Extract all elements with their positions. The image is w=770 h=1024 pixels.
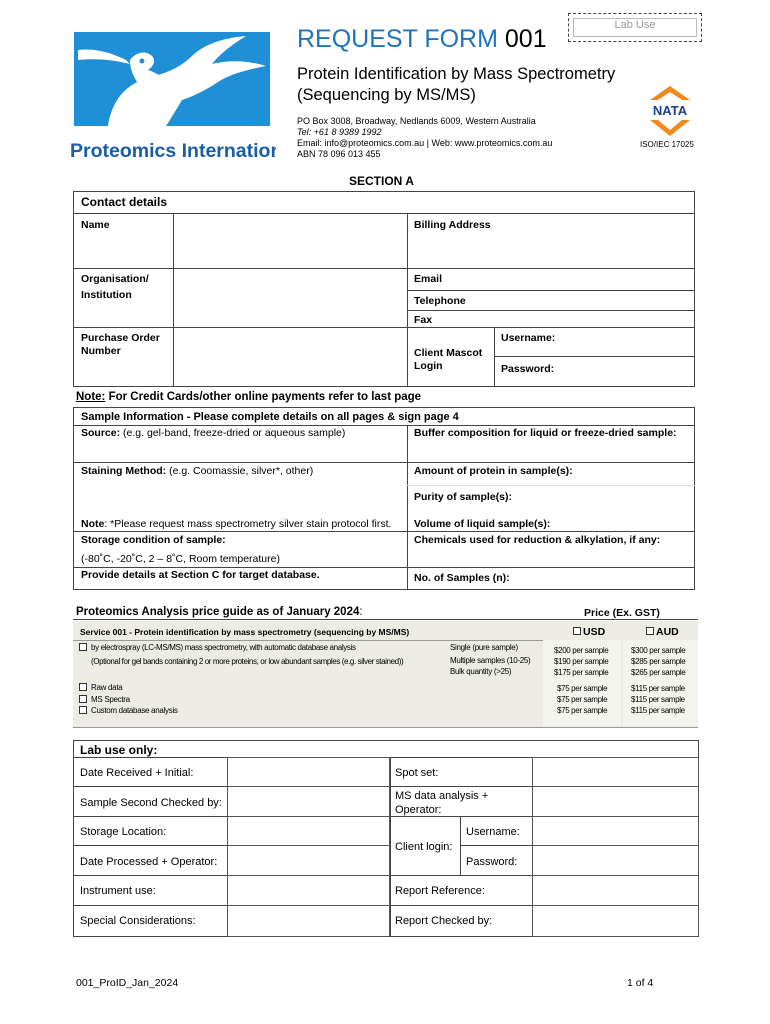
client-mascot-line1: Client Mascot <box>414 347 483 359</box>
page-number: 1 of 4 <box>627 977 654 989</box>
tier-multiple-aud: $285 per sample <box>631 657 686 666</box>
svg-text:Proteomics International: Proteomics International <box>70 140 276 162</box>
tier-single: Single (pure sample) <box>450 643 518 652</box>
buffer-field[interactable] <box>408 441 694 461</box>
special-considerations-field[interactable] <box>227 905 390 937</box>
source-label <box>81 427 345 440</box>
silver-note-label: Note <box>81 518 105 530</box>
subtitle-line1: Protein Identification by Mass Spectrometry <box>297 65 616 83</box>
instrument-use-label: Instrument use: <box>80 885 156 897</box>
spot-set-field[interactable] <box>532 757 699 787</box>
document-code: 001_ProID_Jan_2024 <box>76 977 179 989</box>
purchase-order-label <box>81 332 160 358</box>
custom-database-label: Custom database analysis <box>91 706 178 715</box>
organisation-line1: Organisation/ <box>81 273 149 285</box>
storage-detail: (-80˚C, -20˚C, 2 – 8˚C, Room temperature) <box>81 553 280 565</box>
telephone-label: Telephone <box>414 295 466 307</box>
provide-details-label: Provide details at Section C for target database. <box>81 569 320 581</box>
sample-info-heading: Sample Information - Please complete details on all pages & sign page 4 <box>81 411 459 423</box>
price-guide-title: Proteomics Analysis price guide as of January 2024 <box>76 606 360 618</box>
electrospray-note: (Optional for gel bands containing 2 or more proteins, or low abundant samples (e.g. silver stained)) <box>91 657 404 666</box>
date-received-field[interactable] <box>227 757 390 787</box>
title-prefix: REQUEST FORM <box>297 25 498 53</box>
purchase-order-line1: Purchase Order <box>81 332 160 344</box>
report-checked-label: Report Checked by: <box>395 915 493 927</box>
client-mascot-label <box>414 347 482 373</box>
custom-database-usd: $75 per sample <box>557 706 608 715</box>
section-a-heading: SECTION A <box>349 174 414 188</box>
purity-label: Purity of sample(s): <box>414 491 513 503</box>
nata-logo <box>646 84 694 138</box>
name-label: Name <box>81 219 110 231</box>
custom-database-aud: $115 per sample <box>631 706 685 715</box>
client-mascot-line2: Login <box>414 360 443 372</box>
address: PO Box 3008, Broadway, Nedlands 6009, Western Australia <box>297 116 536 126</box>
instrument-use-field[interactable] <box>227 875 390 906</box>
electrospray-option: by electrospray (LC-MS/MS) mass spectrometry, with automatic database analysis <box>91 643 356 652</box>
storage-location-field[interactable] <box>227 816 390 846</box>
company-logo <box>70 30 276 162</box>
password-label: Password: <box>501 363 555 375</box>
lab-use-heading: Lab use only: <box>80 743 158 757</box>
raw-data-usd: $75 per sample <box>557 684 608 693</box>
ms-analysis-field[interactable] <box>532 786 699 817</box>
source-label-text: (e.g. gel-band, freeze-dried or aqueous sample) <box>120 427 346 439</box>
price-header: Price (Ex. GST) <box>584 607 660 619</box>
contact-heading: Contact details <box>81 195 168 209</box>
report-reference-field[interactable] <box>532 875 699 906</box>
billing-address-field[interactable] <box>408 232 694 267</box>
email-web-line: Email: info@proteomics.com.au | Web: www.proteomics.com.au <box>297 138 553 148</box>
second-checked-label: Sample Second Checked by: <box>80 797 222 809</box>
tier-single-usd: $200 per sample <box>554 646 609 655</box>
ms-spectra-usd: $75 per sample <box>557 695 608 704</box>
tier-single-aud: $300 per sample <box>631 646 686 655</box>
lab-use-label: Lab Use <box>614 19 656 31</box>
email-label: Email <box>414 273 443 285</box>
subtitle-line2: (Sequencing by MS/MS) <box>297 86 476 104</box>
organisation-label <box>81 273 149 302</box>
staining-label-text: (e.g. Coomassie, silver*, other) <box>166 465 314 477</box>
nata-text: NATA <box>652 103 688 118</box>
staining-label-bold: Staining Method: <box>81 465 167 477</box>
telephone-line: Tel: +61 8 9389 1992 <box>297 127 382 137</box>
chemicals-label: Chemicals used for reduction & alkylation, if any: <box>414 534 661 546</box>
service-001-title: Service 001 - Protein identification by mass spectrometry (sequencing by MS/MS) <box>80 627 410 637</box>
nata-badge-icon <box>646 84 694 138</box>
raw-data-label: Raw data <box>91 683 123 692</box>
staining-label <box>81 465 313 478</box>
electrospray-checkbox[interactable] <box>79 643 87 651</box>
purchase-order-line2: Number <box>81 345 121 357</box>
ms-spectra-label: MS Spectra <box>91 695 130 704</box>
amount-label: Amount of protein in sample(s): <box>414 465 573 477</box>
storage-label: Storage condition of sample: <box>81 534 226 546</box>
pelican-logo-icon <box>70 30 276 162</box>
lab-password-label: Password: <box>466 856 518 868</box>
lab-username-field[interactable] <box>532 816 699 846</box>
ms-analysis-label <box>395 789 488 817</box>
tier-bulk-aud: $265 per sample <box>631 668 686 677</box>
tier-bulk: Bulk quantity (>25) <box>450 667 512 676</box>
tier-bulk-usd: $175 per sample <box>554 668 609 677</box>
usd-checkbox[interactable] <box>573 627 581 635</box>
source-field[interactable] <box>74 441 407 461</box>
client-login-label: Client login: <box>395 841 453 853</box>
report-reference-label: Report Reference: <box>395 885 485 897</box>
storage-location-label: Storage Location: <box>80 826 167 838</box>
lab-password-field[interactable] <box>532 845 699 876</box>
purchase-order-field[interactable] <box>174 328 407 386</box>
lab-use-box[interactable] <box>568 13 702 42</box>
source-label-bold: Source: <box>81 427 121 439</box>
price-guide-colon: : <box>359 606 363 618</box>
billing-address-label: Billing Address <box>414 219 491 231</box>
name-field[interactable] <box>174 214 407 267</box>
second-checked-field[interactable] <box>227 786 390 817</box>
payment-note <box>76 391 421 403</box>
ms-analysis-line2: Operator: <box>395 804 442 816</box>
custom-database-checkbox[interactable] <box>79 706 87 714</box>
lab-username-label: Username: <box>466 826 520 838</box>
usd-label: USD <box>583 626 606 638</box>
raw-data-aud: $115 per sample <box>631 684 685 693</box>
payment-note-label: Note: <box>76 391 106 403</box>
volume-label: Volume of liquid sample(s): <box>414 518 551 530</box>
report-checked-field[interactable] <box>532 905 699 937</box>
tier-multiple-usd: $190 per sample <box>554 657 609 666</box>
date-processed-field[interactable] <box>227 845 390 876</box>
ms-analysis-line1: MS data analysis + <box>395 790 489 802</box>
payment-note-text: For Credit Cards/other online payments refer to last page <box>105 391 422 403</box>
spot-set-label: Spot set: <box>395 767 439 779</box>
abn-line: ABN 78 096 013 455 <box>297 149 381 159</box>
silver-note-text: : *Please request mass spectrometry silver stain protocol first. <box>104 518 392 530</box>
fax-label: Fax <box>414 314 433 326</box>
special-considerations-label: Special Considerations: <box>80 915 196 927</box>
aud-label: AUD <box>656 626 679 638</box>
tier-multiple: Multiple samples (10-25) <box>450 656 531 665</box>
organisation-line2: Institution <box>81 289 132 301</box>
aud-checkbox[interactable] <box>646 627 654 635</box>
buffer-label: Buffer composition for liquid or freeze-dried sample: <box>414 427 677 439</box>
iso-label: ISO/IEC 17025 <box>640 140 694 149</box>
date-processed-label: Date Processed + Operator: <box>80 856 218 868</box>
ms-spectra-aud: $115 per sample <box>631 695 685 704</box>
number-of-samples-label: No. of Samples (n): <box>414 572 510 584</box>
date-received-label: Date Received + Initial: <box>80 767 194 779</box>
price-guide-heading <box>76 606 363 618</box>
form-number: 001 <box>504 25 547 53</box>
ms-spectra-checkbox[interactable] <box>79 695 87 703</box>
username-label: Username: <box>501 332 556 344</box>
organisation-field[interactable] <box>174 269 407 326</box>
raw-data-checkbox[interactable] <box>79 683 87 691</box>
page-title <box>297 24 547 54</box>
silver-stain-note <box>81 518 391 531</box>
